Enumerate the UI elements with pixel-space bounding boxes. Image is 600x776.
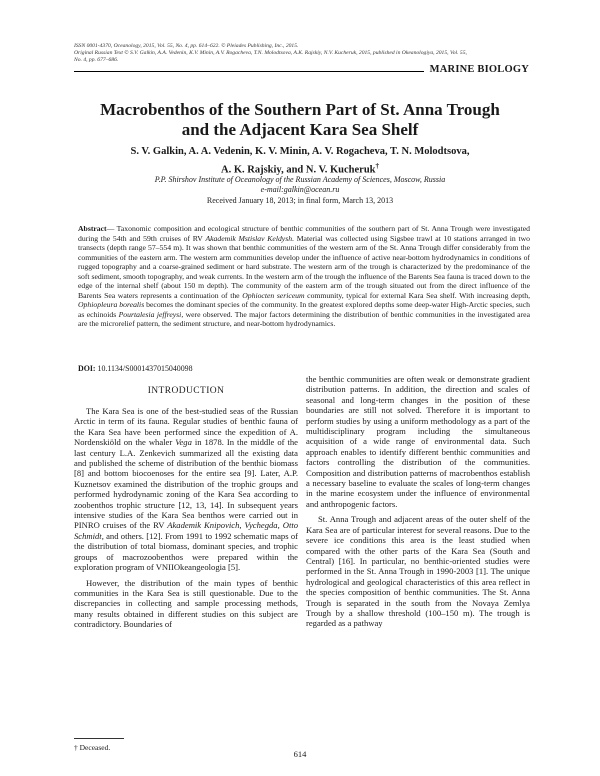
header-line-3: No. 4, pp. 677–686. xyxy=(74,57,119,63)
header-line-2: Original Russian Text © S.V. Galkin, A.A. Vedenin, K.V. Minin, A.V. Rogacheva, T.N. Molodtsova, A.K. Rajskiy, N.V. Kucheruk, 2015, published in Okeanologiya, 2015, Vol. 55, xyxy=(74,50,467,56)
article-title xyxy=(60,100,540,140)
email[interactable]: e-mail:galkin@ocean.ru xyxy=(260,185,340,194)
abstract-text-5: , were observed. The major factors determining the distribution of benthic communities in the investigated area are the microrelief pattern, the sediment structure, and near-bottom hydrodynamics. xyxy=(78,309,530,329)
doi-line xyxy=(78,364,193,373)
affiliation-block xyxy=(70,175,530,195)
received-dates: Received January 18, 2013; in final form, March 13, 2013 xyxy=(206,196,394,205)
affiliation: P.P. Shirshov Institute of Oceanology of the Russian Academy of Sciences, Moscow, Russia xyxy=(154,175,446,184)
running-header xyxy=(74,43,534,64)
paragraph: However, the distribution of the main types of benthic communities in the Kara Sea is still questionable. Due to the discrepancies in collecting and sample processing methods, many results obtained in different studies on this subject are contradictory. Boundaries of xyxy=(74,577,298,630)
header-line-1: ISSN 0001-4370, Oceanology, 2015, Vol. 55, No. 4, pp. 614–622. © Pleiades Publishing, Inc., 2015. xyxy=(74,43,299,49)
doi-label: DOI: xyxy=(78,364,96,373)
ship-name: Vychegda xyxy=(244,520,278,531)
paragraph xyxy=(74,406,298,573)
footnote: † Deceased. xyxy=(74,743,111,752)
text-run: , and others. [12]. From 1991 to 1992 schematic maps of the distribution of total biomass, dominant species, and trophic groups of macrozoobenthos were prepared within the exploration program of VNIIOkeangeologia [5]. xyxy=(74,530,298,573)
authors-line-2: A. K. Rajskiy, and N. V. Kucheruk xyxy=(220,164,376,176)
title-line-2: and the Adjacent Kara Sea Shelf xyxy=(181,120,419,139)
right-column xyxy=(306,374,530,629)
abstract-text-1: — Taxonomic composition and ecological structure of benthic communities of the southern part of St. Anna Trough were investigated during the 54th and 59th cruises of RV xyxy=(78,224,530,243)
species-name: Ophiopleura borealis xyxy=(78,300,145,310)
abstract-text-3: community, typical for external Kara Sea shelf. With increasing depth, xyxy=(304,290,531,300)
abstract xyxy=(78,224,530,329)
authors-line-1: S. V. Galkin, A. A. Vedenin, K. V. Minin, A. V. Rogacheva, T. N. Molodtsova, xyxy=(130,146,470,157)
ship-name: Vega xyxy=(175,437,192,448)
text-run: in 1878. In the middle of the last century L.A. Zenkevich summarized all the existing data and published the scheme of distribution of the benthic biomass [8] and bottom biocoenoses for the entire sea [9]. Later, A.P. Kuznetsov examined the distribution of the trophic groups and performed hydrodynamic zoning of the Kara Sea according to zoobenthos trophic structure [12, 13, 14]. In subsequent years intensive studies of the Kara Sea benthos were carried out in PINRO cruises of the RV xyxy=(74,437,298,531)
doi-value[interactable]: 10.1134/S0001437015040098 xyxy=(95,364,193,373)
author-list xyxy=(80,145,520,178)
introduction-heading: INTRODUCTION xyxy=(147,386,225,396)
vessel-name: Akademik Mstislav Keldysh xyxy=(205,233,293,243)
text-run: , xyxy=(239,520,245,531)
abstract-text-2: . Material was collected using Sigsbee trawl at 10 stations arranged in two transects (depth range 57–554 m). It was shown that benthic communities of the western arm of the St. Anna Trough differ considerably from the communities of the eastern arm. The western arm communities develop under the influence of active near-bottom hydrodynamics in conditions of rugged topography and a coarse-grained sediment or hard substrate. The western arm of the trough is characterized by the predominance of the soft sediment, smooth topography, and weak currents. In the western arm of the trough the influence of the Barents Sea fauna is traced down to the edge of the internal shelf (about 150 m depth). The community of the eastern arm of the trough situated out from the direct influence of the Barents Sea waters represents a continuation of the xyxy=(78,233,531,300)
abstract-text-4: becomes the dominant species of the community. In the greatest explored depths some deep-water High-Arctic species, such as echinoids xyxy=(78,300,530,319)
text-run: , xyxy=(277,520,283,531)
deceased-dagger: † xyxy=(375,162,380,170)
left-column xyxy=(74,406,298,630)
page-number: 614 xyxy=(293,749,307,759)
text-run: The Kara Sea is one of the best-studied seas of the Russian Arctic in term of its fauna. Regular studies of benthic fauna of the Kara Sea have been performed since the expedition of A. Nordenskiöld on the whaler xyxy=(74,406,298,448)
ship-name: Akademik Knipovich xyxy=(167,520,240,531)
ship-name: Otto Schmidt xyxy=(74,520,299,541)
species-name: Pourtalesia jeffreysi xyxy=(118,309,182,319)
title-line-1: Macrobenthos of the Southern Part of St. Anna Trough xyxy=(100,100,500,119)
abstract-label: Abstract xyxy=(78,224,107,233)
paragraph: St. Anna Trough and adjacent areas of the outer shelf of the Kara Sea are of particular interest for several reasons. Due to the severe ice conditions this area is the least studied when compared with the other parts of the Kara Sea (South and Central) [16]. In particular, no benthic-oriented studies were performed in the St. Anna Trough in 1990-2003 [1]. The unique hydrological and geological characteristics of this area reflect in the species composition of benthic communities. The St. Anna Trough is separated in the south from the Novaya Zemlya Trough by a shallow threshold (100–150 m). The trough is regarded as a pathway xyxy=(306,514,530,629)
paragraph: the benthic communities are often weak or demonstrate gradient distribution patterns. In addition, the direction and scales of seasonal and long-term changes in the position of these boundaries are still not solved. Therefore it is important to perform studies by using a uniform methodology as a part of the multidisciplinary program including the simultaneous acquisition of a wide range of environmental data. Such approach enables to identify different benthic communities and factors controlling the distribution of the communities. Composition and distribution patterns of macrobenthos establish a necessary baseline to evaluate the scales of long-term changes in the marine ecosystem under the influence of environmental and anthropogenic factors. xyxy=(306,374,530,509)
footnote-rule xyxy=(74,738,124,739)
species-name: Ophiocten sericeum xyxy=(242,290,305,300)
section-label: MARINE BIOLOGY xyxy=(424,64,529,75)
